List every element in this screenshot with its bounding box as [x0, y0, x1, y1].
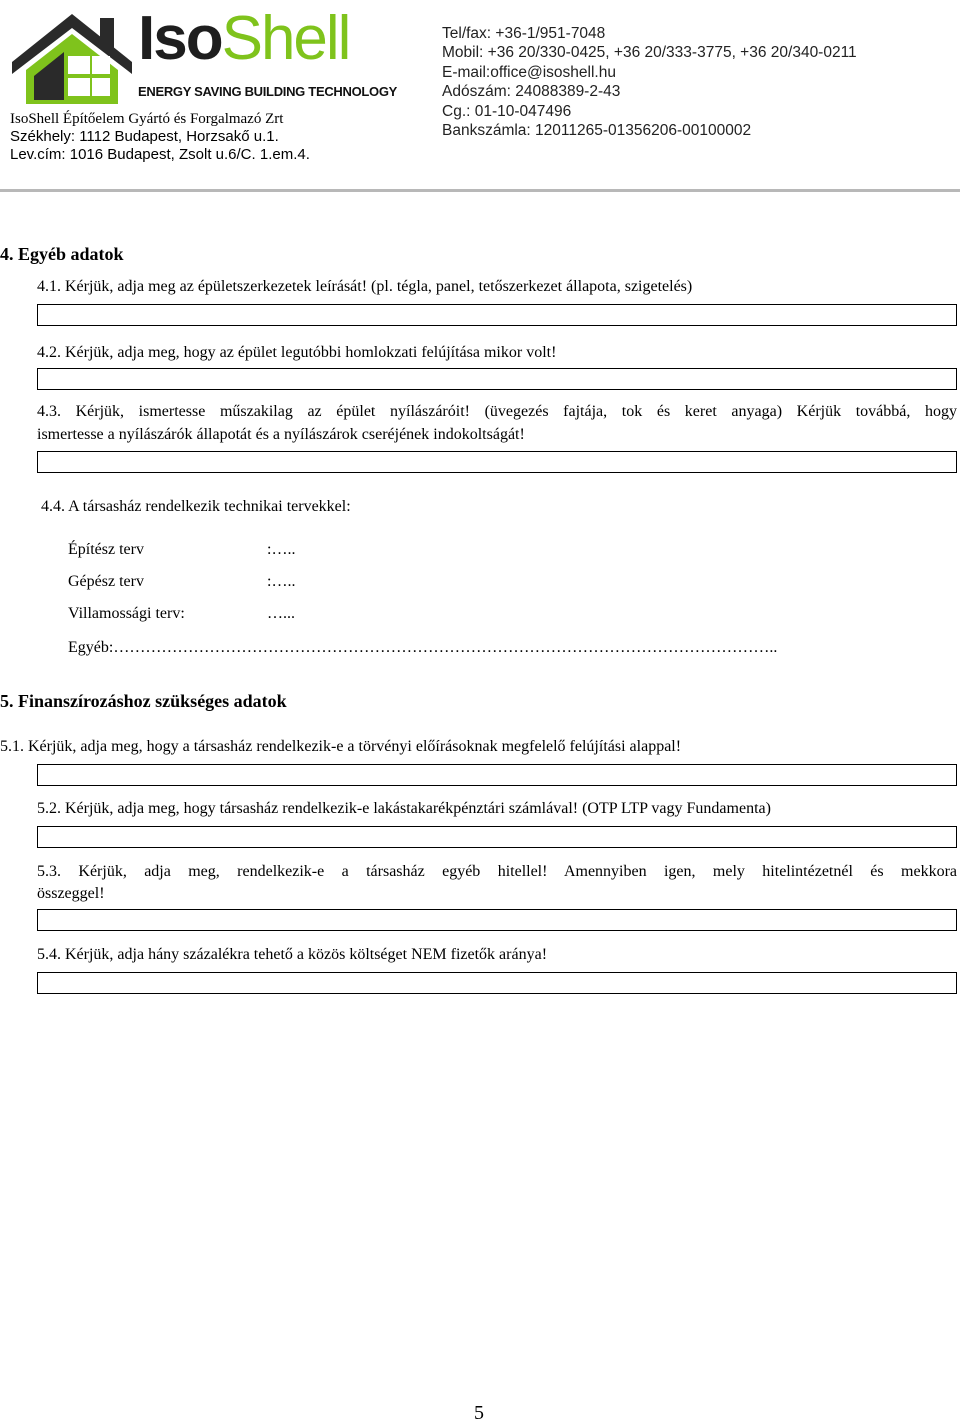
section-5-heading: 5. Finanszírozáshoz szükséges adatok [0, 691, 287, 711]
question-5-2: 5.2. Kérjük, adja meg, hogy társasház rendelkezik-e lakástakarékpénztári számlával! (OTP LTP vagy Fundamenta) [37, 800, 771, 817]
house-logo-icon [4, 0, 140, 110]
plan-other-line[interactable]: Egyéb:…………………………………………………………………………………………………………….. [68, 639, 778, 656]
answer-field-4-3[interactable] [37, 451, 957, 473]
contact-company-reg: Cg.: 01-10-047496 [442, 102, 572, 120]
brand-iso: Iso [138, 4, 222, 73]
section-4-heading: 4. Egyéb adatok [0, 244, 124, 264]
answer-field-4-2[interactable] [37, 368, 957, 390]
answer-field-5-1[interactable] [37, 764, 957, 786]
company-address-block [10, 110, 310, 164]
answer-field-5-4[interactable] [37, 972, 957, 994]
contact-bank-account: Bankszámla: 12011265-01356206-00100002 [442, 122, 752, 140]
question-4-3-line-1: 4.3. Kérjük, ismertesse műszakilag az épület nyílászáróit! (üvegezés fajtája, tok és keret anyaga) Kérjük továbbá, hogy [37, 403, 957, 420]
question-5-4: 5.4. Kérjük, adja hány százalékra tehető a közös költséget NEM fizetők aránya! [37, 946, 548, 963]
company-mail-address: Lev.cím: 1016 Budapest, Zsolt u.6/C. 1.em.4. [10, 146, 310, 163]
contact-mobile: Mobil: +36 20/330-0425, +36 20/333-3775, +36 20/340-0211 [442, 44, 857, 62]
page-number: 5 [474, 1402, 484, 1424]
question-5-1: 5.1. Kérjük, adja meg, hogy a társasház rendelkezik-e a törvényi előírásoknak megfelelő felújítási alappal! [0, 738, 682, 755]
question-4-2: 4.2. Kérjük, adja meg, hogy az épület legutóbbi homlokzati felújítása mikor volt! [37, 344, 557, 361]
company-name: IsoShell Építőelem Gyártó és Forgalmazó Zrt [10, 111, 284, 127]
brand-shell: Shell [221, 4, 350, 73]
contact-email: E-mail:office@isoshell.hu [442, 63, 616, 81]
answer-field-5-3[interactable] [37, 909, 957, 931]
question-4-3-line-2: ismertesse a nyílászárók állapotát és a nyílászárok cseréjének indokoltságát! [37, 426, 525, 443]
company-seat: Székhely: 1112 Budapest, Horzsakő u.1. [10, 128, 279, 145]
question-4-4: 4.4. A társasház rendelkezik technikai tervekkel: [41, 498, 351, 515]
plan-label-architect: Építész terv [68, 541, 144, 558]
contact-tax-id: Adószám: 24088389-2-43 [442, 83, 621, 101]
question-5-3-line-1: 5.3. Kérjük, adja meg, rendelkezik-e a társasház egyéb hitellel! Amennyiben igen, mely hitelintézetnél és mekkora [37, 863, 957, 880]
question-4-1: 4.1. Kérjük, adja meg az épületszerkezetek leírását! (pl. tégla, panel, tetőszerkezet állapota, szigetelés) [37, 278, 693, 295]
answer-field-5-2[interactable] [37, 826, 957, 848]
plan-label-electrical: Villamossági terv: [68, 605, 185, 622]
answer-field-4-1[interactable] [37, 304, 957, 326]
plan-value-electrical[interactable]: …... [267, 605, 295, 622]
brand-tagline: ENERGY SAVING BUILDING TECHNOLOGY [138, 84, 398, 99]
contact-telfax: Tel/fax: +36-1/951-7048 [442, 25, 606, 42]
plan-label-mechanical: Gépész terv [68, 573, 144, 590]
contact-block [442, 24, 857, 140]
plan-value-mechanical[interactable]: :….. [267, 573, 296, 590]
brand-logo-text [138, 4, 350, 73]
header-divider [0, 189, 960, 192]
question-5-3-line-2: összeggel! [37, 885, 105, 902]
plan-value-architect[interactable]: :….. [267, 541, 296, 558]
